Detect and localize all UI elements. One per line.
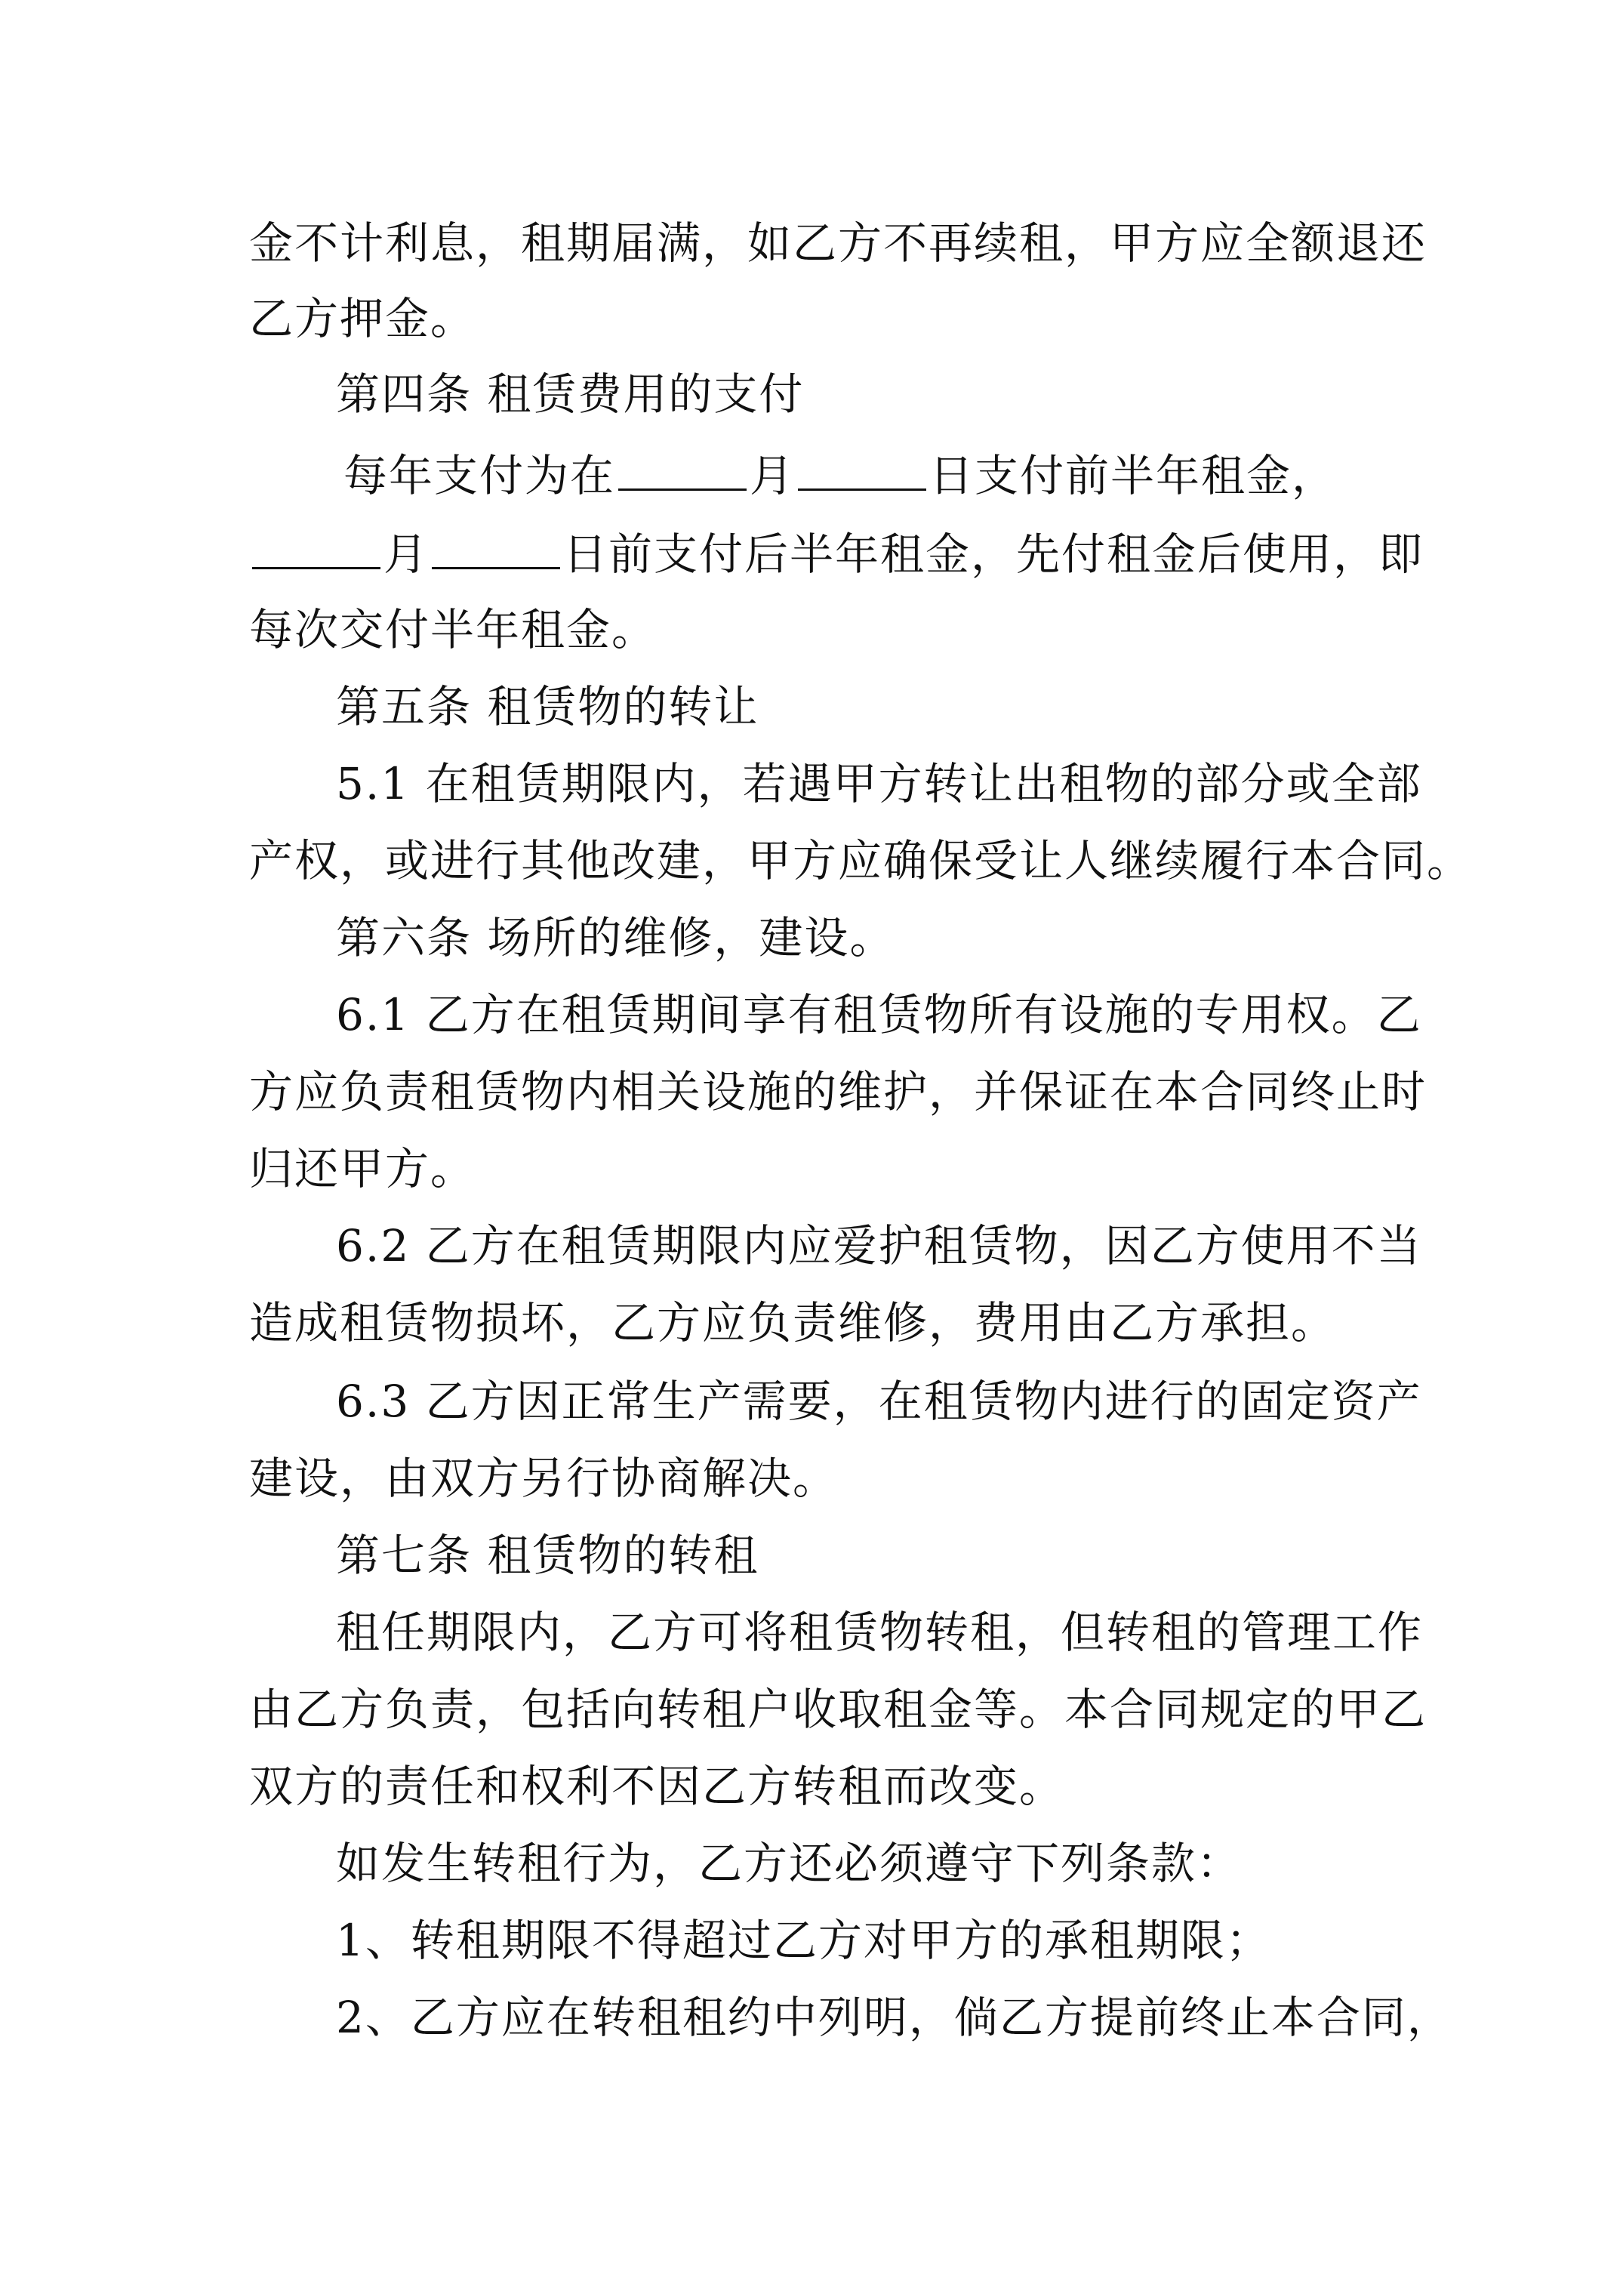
article-heading: 第七条 租赁物的转租 [336,1530,759,1581]
text-line [343,438,1337,513]
text-segment: 每年支付为在 [343,450,616,501]
blank-line [618,446,747,491]
text-line: 每次交付半年租金。 [249,604,658,655]
text-line: 由乙方负责，包括向转租户收取租金等。本合同规定的甲乙 [249,1684,1427,1735]
text-line: 如发生转租行为，乙方还必须遵守下列条款： [336,1838,1243,1889]
article-heading: 第五条 租赁物的转让 [336,681,759,732]
text-line: 金不计利息，租期届满，如乙方不再续租，甲方应全额退还 [249,217,1427,269]
text-line: 乙方押金。 [249,293,476,344]
text-line: 产权，或进行其他改建，甲方应确保受让人继续履行本合同。 [249,835,1473,886]
text-segment: 月 [383,529,430,580]
text-line: 归还甲方。 [249,1143,476,1194]
list-item: 1、转租期限不得超过乙方对甲方的承租期限； [336,1915,1271,1966]
text-segment: 日前支付后半年租金，先付租金后使用，即 [563,529,1424,580]
text-line: 6.3 乙方因正常生产需要，在租赁物内进行的固定资产 [336,1376,1422,1427]
text-line: 建设，由双方另行协商解决。 [249,1453,839,1504]
text-segment: 月 [750,450,796,501]
text-line [249,516,1424,592]
text-line: 6.2 乙方在租赁期限内应爱护租赁物，因乙方使用不当 [336,1220,1422,1271]
list-item: 2、乙方应在转租租约中列明，倘乙方提前终止本合同， [336,1992,1452,2043]
text-line: 6.1 乙方在租赁期间享有租赁物所有设施的专用权。乙 [336,989,1422,1040]
blank-line [432,525,560,569]
text-line: 造成租赁物损坏，乙方应负责维修，费用由乙方承担。 [249,1297,1337,1348]
article-heading: 第四条 租赁费用的支付 [336,368,805,420]
text-line: 5.1 在租赁期限内，若遇甲方转让出租物的部分或全部 [336,758,1422,809]
text-line: 租任期限内，乙方可将租赁物转租，但转租的管理工作 [336,1607,1424,1658]
blank-line [252,525,380,569]
text-line: 双方的责任和权利不因乙方转租而改变。 [249,1761,1065,1812]
article-heading: 第六条 场所的维修，建设。 [336,912,895,963]
text-line: 方应负责租赁物内相关设施的维护，并保证在本合同终止时 [249,1066,1427,1117]
text-segment: 日支付前半年租金， [929,450,1338,501]
blank-line [798,446,926,491]
